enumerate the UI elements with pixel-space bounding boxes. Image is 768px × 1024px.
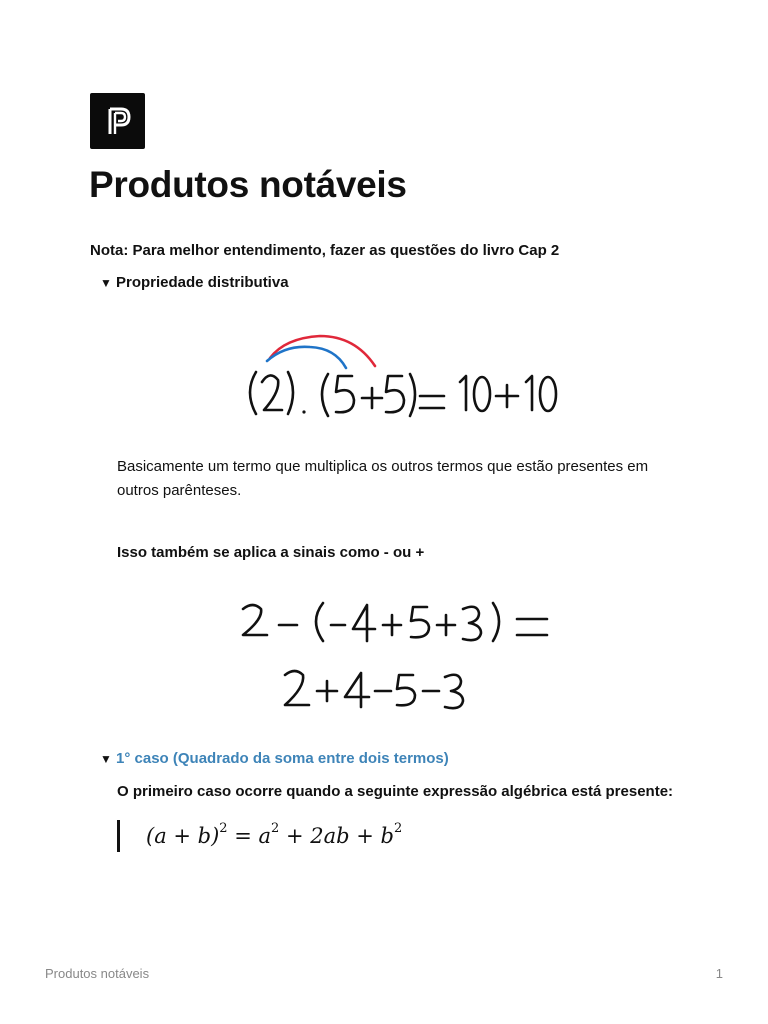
study-note: Nota: Para melhor entendimento, fazer as questões do livro Cap 2 <box>90 242 560 259</box>
formula-lhs-exponent: 2 <box>219 821 228 836</box>
toggle-label: Propriedade distributiva <box>116 274 289 291</box>
formula-quote-block <box>117 820 402 852</box>
toggle-propriedade-distributiva[interactable] <box>100 274 289 291</box>
first-case-intro: O primeiro caso ocorre quando a seguinte expressão algébrica está presente: <box>117 783 674 800</box>
triangle-down-icon[interactable]: ▼ <box>100 275 112 290</box>
formula <box>146 821 403 848</box>
handwritten-distributive-example <box>240 330 570 425</box>
signs-heading: Isso também se aplica a sinais como - ou + <box>117 544 425 561</box>
triangle-down-icon[interactable]: ▼ <box>100 751 112 766</box>
toggle-label: 1° caso (Quadrado da soma entre dois termos) <box>116 750 449 767</box>
notion-logo <box>90 93 145 149</box>
formula-a-exponent: 2 <box>271 821 280 836</box>
page-number: 1 <box>715 966 723 981</box>
page-title: Produtos notáveis <box>89 164 407 205</box>
footer-title: Produtos notáveis <box>45 966 150 981</box>
formula-mid: + 2ab + b <box>279 824 394 848</box>
formula-lhs: (a + b) <box>146 824 220 848</box>
toggle-primeiro-caso[interactable] <box>100 750 449 767</box>
handwritten-signs-example <box>235 595 565 720</box>
distributive-explanation: Basicamente um termo que multiplica os outros termos que estão presentes em outros parênteses. <box>117 458 649 499</box>
formula-eq: = a <box>227 824 272 848</box>
formula-b-exponent: 2 <box>394 821 403 836</box>
